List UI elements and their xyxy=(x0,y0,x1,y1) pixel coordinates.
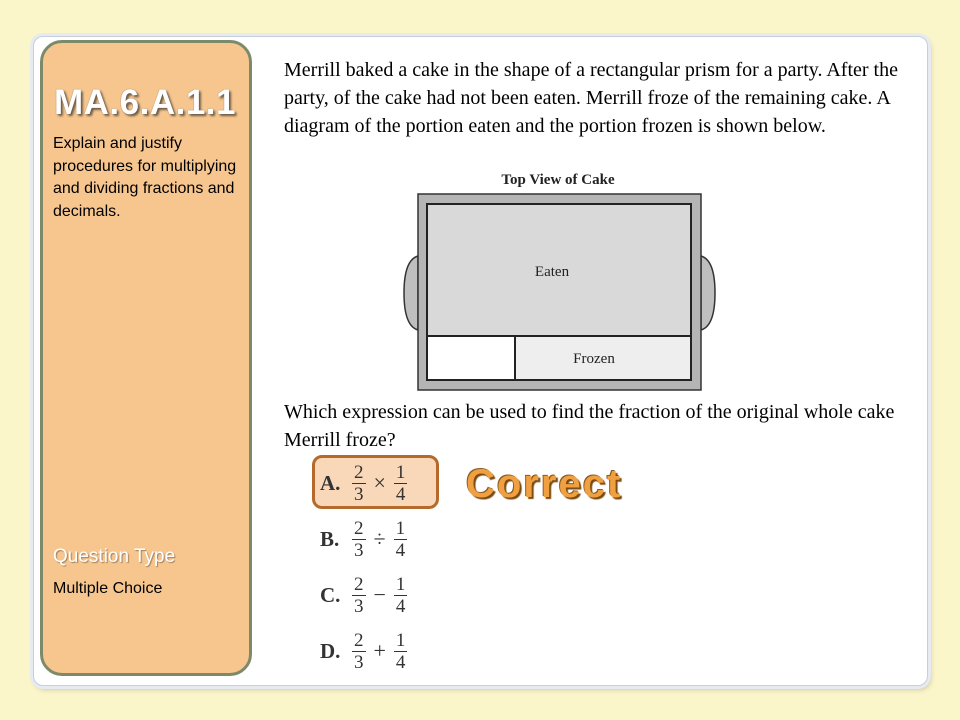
choice-c-right-num: 1 xyxy=(395,573,406,595)
choice-a[interactable] xyxy=(320,458,411,508)
choice-d-right-den: 4 xyxy=(395,651,406,673)
choice-d-right-num: 1 xyxy=(395,629,406,651)
choice-b-letter: B. xyxy=(320,526,340,551)
choice-a-right-num: 1 xyxy=(395,461,406,483)
diagram-title: Top View of Cake xyxy=(501,172,615,188)
standard-sidebar xyxy=(40,40,252,676)
choice-a-left-den: 3 xyxy=(354,483,364,505)
choice-b-left-fraction xyxy=(352,518,366,561)
choice-d-left-den: 3 xyxy=(354,651,364,673)
choice-a-left-num: 2 xyxy=(354,461,364,483)
choice-b[interactable] xyxy=(320,514,411,564)
question-type-label: Question Type xyxy=(53,546,176,567)
choice-c-left-fraction xyxy=(352,574,366,617)
choice-b-operator: ÷ xyxy=(373,526,386,551)
question-type-value: Multiple Choice xyxy=(53,580,163,597)
choice-b-left-den: 3 xyxy=(354,539,364,561)
left-handle xyxy=(404,256,418,330)
choice-c-left-den: 3 xyxy=(354,595,364,617)
question-follow-up: Which expression can be used to find the fraction of the original whole cake Merrill froze? xyxy=(284,401,895,451)
choice-d-letter: D. xyxy=(320,638,341,663)
correct-feedback: Correct xyxy=(466,462,623,506)
remaining-unfrozen-region xyxy=(427,336,515,380)
choice-a-right-fraction xyxy=(394,462,408,505)
choice-d-right-fraction xyxy=(394,630,408,673)
choice-c-operator: − xyxy=(373,582,386,607)
standard-code: MA.6.A.1.1 xyxy=(54,83,236,122)
choice-c[interactable] xyxy=(320,570,411,620)
right-handle xyxy=(701,256,715,330)
choice-a-letter: A. xyxy=(320,470,341,495)
choice-b-left-num: 2 xyxy=(354,517,364,539)
cake-diagram xyxy=(400,168,720,393)
choice-d-left-num: 2 xyxy=(354,629,364,651)
choice-a-left-fraction xyxy=(352,462,366,505)
choice-c-left-num: 2 xyxy=(354,573,364,595)
choice-d-operator: + xyxy=(373,638,386,663)
question-prompt: Merrill baked a cake in the shape of a rectangular prism for a party. After the party, of the cake had not been eaten. Merrill froze of the remaining cake. A diagram of the portion eaten and the portion frozen is shown below. xyxy=(284,59,898,137)
choice-b-right-fraction xyxy=(394,518,408,561)
standard-description: Explain and justify procedures for multiplying and dividing fractions and decimals. xyxy=(53,135,237,220)
choice-b-right-den: 4 xyxy=(395,539,406,561)
choice-c-right-fraction xyxy=(394,574,408,617)
frozen-label: Frozen xyxy=(573,351,615,367)
choice-c-letter: C. xyxy=(320,582,341,607)
choice-a-right-den: 4 xyxy=(395,483,406,505)
eaten-label: Eaten xyxy=(534,264,570,280)
choice-b-right-num: 1 xyxy=(395,517,406,539)
choice-a-operator: × xyxy=(373,470,386,495)
choice-c-right-den: 4 xyxy=(395,595,406,617)
choice-d[interactable] xyxy=(320,626,411,676)
choice-d-left-fraction xyxy=(352,630,366,673)
